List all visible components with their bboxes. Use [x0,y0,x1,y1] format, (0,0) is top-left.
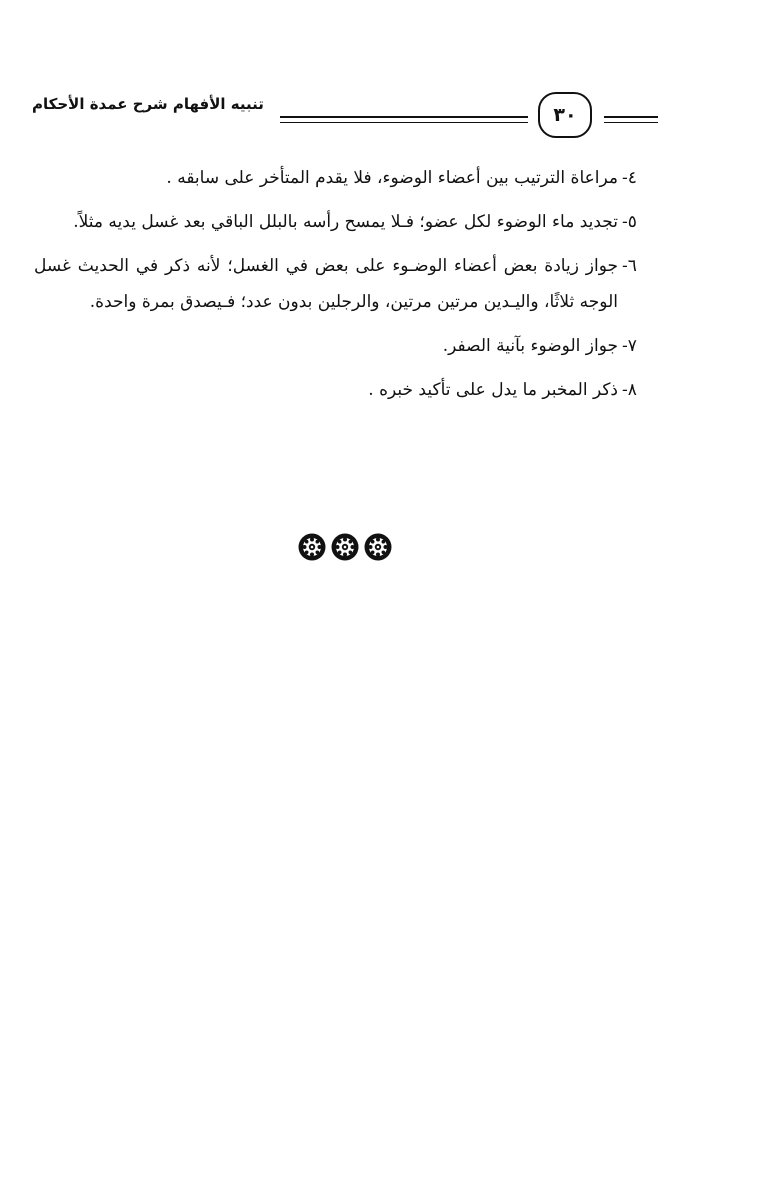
item-text: جواز زيادة بعض أعضاء الوضـوء على بعض في الغسل؛ لأنه ذكر في الحديث غسل الوجه ثلاثًا، واليـدين مرتين مرتين، والرجلين بدون عدد؛ فـيصدق بمرة واحدة. [34,256,618,312]
item-text: تجديد ماء الوضوء لكل عضو؛ فـلا يمسح رأسه بالبلل الباقي بعد غسل يديه مثلاً. [73,212,618,232]
item-number: ٨- [622,380,637,400]
item-text: ذكر المخبر ما يدل على تأكيد خبره . [368,380,618,400]
flower-ornament-icon [297,532,327,562]
list-item [34,248,637,320]
flower-ornament-icon [330,532,360,562]
page-number-badge [538,92,592,138]
running-header-title: تنبيه الأفهام شرح عمدة الأحكام [32,95,264,113]
points-list [34,160,637,416]
flower-ornament-icon [363,532,393,562]
item-number: ٥- [622,212,637,232]
item-text: مراعاة الترتيب بين أعضاء الوضوء، فلا يقدم المتأخر على سابقه . [166,168,618,188]
item-number: ٧- [622,336,637,356]
header-rule-right [604,116,658,123]
item-number: ٦- [622,256,637,276]
list-item [34,204,637,240]
item-number: ٤- [622,168,637,188]
item-text: جواز الوضوء بآنية الصفر. [442,336,618,356]
triple-flower-ornament-icon [297,532,393,564]
list-item [34,160,637,196]
header-rule-left [280,116,528,123]
page-number: ٣٠ [553,104,577,126]
list-item [34,372,637,408]
list-item [34,328,637,364]
